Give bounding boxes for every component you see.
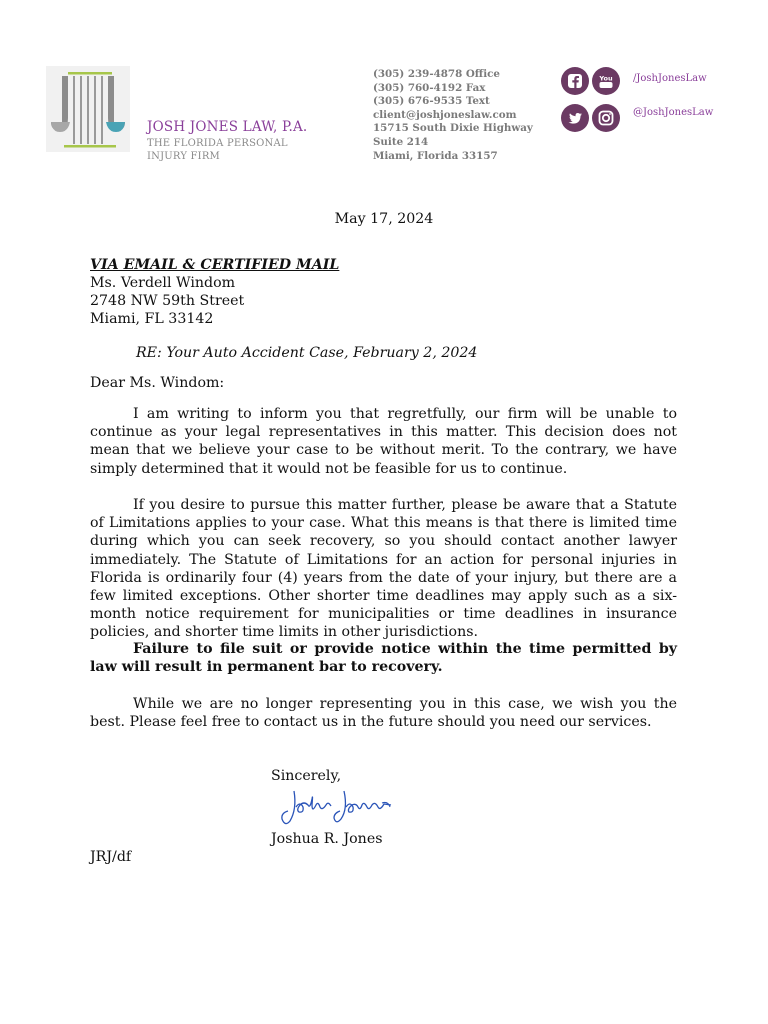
text-number: (305) 676-9535 Text (373, 95, 490, 108)
warning-paragraph: Failure to file suit or provide notice within the time permitted by law will result in permanent bar to recovery. (90, 641, 677, 676)
signature-graphic (278, 785, 398, 831)
facebook-icon (561, 67, 589, 95)
suite: Suite 214 (373, 135, 429, 148)
closing: Sincerely, (271, 768, 342, 784)
recipient-city: Miami, FL 33142 (90, 311, 214, 328)
city-state-zip: Miami, Florida 33157 (373, 149, 498, 162)
signer-name: Joshua R. Jones (271, 831, 383, 847)
delivery-method: VIA EMAIL & CERTIFIED MAIL (90, 257, 340, 273)
body-paragraph: I am writing to inform you that regretfully, our firm will be unable to continue as your legal representatives in this matter. This decision does not mean that we believe your case to be without merit. To the contrary, we have simply determined that it would not be feasible for us to continue. (90, 406, 677, 477)
letter-date: May 17, 2024 (334, 211, 434, 227)
instagram-icon (592, 104, 620, 132)
recipient-name: Ms. Verdell Windom (90, 275, 236, 291)
twitter-icon (561, 104, 589, 132)
fax-number: (305) 760-4192 Fax (373, 81, 486, 94)
typist-initials: JRJ/df (90, 849, 132, 865)
salutation: Dear Ms. Windom: (90, 375, 225, 391)
firm-tagline: THE FLORIDA PERSONAL INJURY FIRM (147, 138, 288, 162)
svg-text:You: You (599, 74, 613, 83)
body-paragraph: While we are no longer representing you in this case, we wish you the best. Please feel free to contact us in the future should you need our services. (90, 696, 677, 731)
recipient-street: 2748 NW 59th Street (90, 293, 245, 310)
youtube-icon (592, 67, 620, 95)
body-paragraph: If you desire to pursue this matter further, please be aware that a Statute of Limitations applies to your case. What this means is that there is limited time during which you can seek recovery, so you should contact another lawyer immediately. The Statute of Limitations for an action for personal injuries in Florida is ordinarily four (4) years from the date of your injury, but there are a few limited exceptions. Other shorter time deadlines may apply such as a six-month notice requirement for municipalities or time deadlines in insurance policies, and shorter time limits in other jurisdictions. (90, 497, 677, 641)
contact-block (373, 68, 533, 163)
logo-icon (46, 66, 130, 152)
office-phone: (305) 239-4878 Office (373, 68, 500, 80)
email-address: client@joshjoneslaw.com (373, 108, 517, 121)
signature-image (278, 785, 398, 831)
re-line: RE: Your Auto Accident Case, February 2, 2024 (136, 345, 478, 361)
firm-name: JOSH JONES LAW, P.A. (147, 119, 308, 135)
recipient-address (90, 274, 244, 329)
street-address: 15715 South Dixie Highway (373, 122, 533, 135)
facebook-handle[interactable]: /JoshJonesLaw (633, 73, 707, 84)
twitter-handle[interactable]: @JoshJonesLaw (633, 107, 714, 118)
